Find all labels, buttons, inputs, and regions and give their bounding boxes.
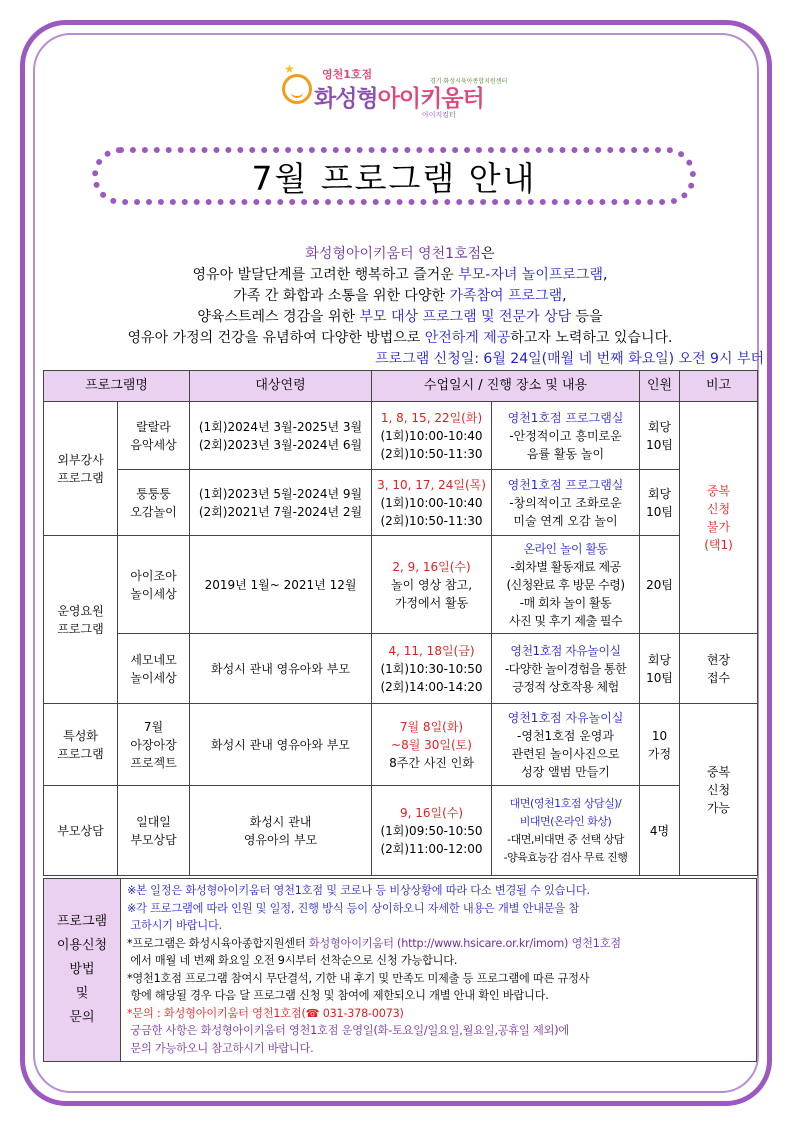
program-time: 3, 10, 17, 24일(목) (1회)10:00-10:40 (2회)10:50-11:30: [372, 470, 492, 536]
program-age: 화성시 관내 영유아의 부모: [190, 786, 372, 876]
logo-sub: 아이지킴터: [422, 111, 456, 119]
program-people: 10 가정: [640, 704, 680, 786]
program-content: 영천1호점 프로그램실 -창의적이고 조화로운 미술 연계 오감 놀이: [492, 470, 640, 536]
program-time: 2, 9, 16일(수) 놀이 영상 참고, 가정에서 활동: [372, 536, 492, 634]
logo-main: 화성형아이키움터: [314, 86, 484, 112]
smile-face-icon: [282, 74, 312, 104]
header-name: 프로그램명: [44, 371, 190, 402]
footer-notes: [121, 879, 756, 1061]
header-note: 비고: [680, 371, 758, 402]
note-onsite: 현장 접수: [680, 634, 758, 704]
program-time: 4, 11, 18일(금) (1회)10:30-10:50 (2회)14:00-14:20: [372, 634, 492, 704]
footer-note: *프로그램은 화성시육아종합지원센터 화성형아이키움터 (http://www.hsicare.or.kr/imom) 영천1호점 에서 매월 네 번째 화요일 오전 9시부터 선착순으로 신청 가능합니다.: [127, 936, 621, 967]
program-time: 9, 16일(수) (1회)09:50-10:50 (2회)11:00-12:00: [372, 786, 492, 876]
logo-branch: 영천1호점: [322, 68, 373, 81]
star-icon: ★: [284, 62, 295, 76]
program-name: 퉁퉁퉁 오감놀이: [118, 470, 190, 536]
program-content: 대면(영천1호점 상담실)/ 비대면(온라인 화상) -대면,비대면 중 선택 상담 -양육효능감 검사 무료 진행: [492, 786, 640, 876]
header-people: 인원: [640, 371, 680, 402]
category-operator: 운영요원 프로그램: [44, 536, 118, 704]
footer-box: [43, 878, 757, 1062]
logo-org: 경기 화성시육아종합지원센터: [430, 78, 508, 85]
program-age: 화성시 관내 영유아와 부모: [190, 634, 372, 704]
note-duplicate-not-allowed: 중복 신청 불가 (택1): [680, 402, 758, 634]
program-people: 회당 10팀: [640, 634, 680, 704]
logo: [282, 62, 512, 126]
footer-note: *영천1호점 프로그램 참여시 무단결석, 기한 내 후기 및 만족도 미제출 등 프로그램에 따른 규정사 항에 해당될 경우 다음 달 프로그램 신청 및 참여에 제한되오니 개별 안내 확인 바랍니다.: [127, 971, 590, 1002]
program-name: 세모네모 놀이세상: [118, 634, 190, 704]
program-people: 20팀: [640, 536, 680, 634]
category-counsel: 부모상담: [44, 786, 118, 876]
apply-date: 프로그램 신청일: 6월 24일(매월 네 번째 화요일) 오전 9시 부터: [375, 351, 764, 367]
program-name: 일대일 부모상담: [118, 786, 190, 876]
intro-text: 화성형아이키움터 영천1호점은 영유아 발달단계를 고려한 행복하고 즐거운 부모-자녀 놀이프로그램, 가족 간 화합과 소통을 위한 다양한 가족참여 프로그램, 양육스트레스 경감을 위한 부모 대상 프로그램 및 전문가 상담 등을 영유아 가정의 건강을 유념하여 다양한 방법으로 안전하게 제공하고자 노력하고 있습니다.: [127, 246, 673, 346]
program-people: 회당 10팀: [640, 402, 680, 470]
header-schedule: 수업일시 / 진행 장소 및 내용: [372, 371, 640, 402]
footer-note: ※본 일정은 화성형아이키움터 영천1호점 및 코로나 등 비상상황에 따라 다소 변경될 수 있습니다.: [127, 884, 590, 897]
program-people: 회당 10팀: [640, 470, 680, 536]
program-age: (1회)2024년 3월-2025년 3월 (2회)2023년 3월-2024년 6월: [190, 402, 372, 470]
program-time: 7월 8일(화) ~8월 30일(토) 8주간 사진 인화: [372, 704, 492, 786]
program-content: 영천1호점 자유놀이실 -다양한 놀이경험을 통한 긍정적 상호작용 체험: [492, 634, 640, 704]
category-special: 특성화 프로그램: [44, 704, 118, 786]
footer-note: 궁금한 사항은 화성형아이키움터 영천1호점 운영일(화-토요일/일요일,월요일,공휴일 제외)에 문의 가능하오니 참고하시기 바랍니다.: [130, 1024, 569, 1055]
title-box: [92, 147, 696, 205]
program-age: (1회)2023년 5월-2024년 9월 (2회)2021년 7월-2024년 2월: [190, 470, 372, 536]
program-name: 7월 아장아장 프로젝트: [118, 704, 190, 786]
footer-label: 프로그램 이용신청 방법 및 문의: [44, 879, 121, 1061]
program-name: 아이조아 놀이세상: [118, 536, 190, 634]
program-age: 2019년 1월~ 2021년 12월: [190, 536, 372, 634]
program-content: 온라인 놀이 활동 -회차별 활동재료 제공 (신청완료 후 방문 수령) -매 회차 놀이 활동 사진 및 후기 제출 필수: [492, 536, 640, 634]
program-people: 4명: [640, 786, 680, 876]
page-title: 7월 프로그램 안내: [251, 158, 537, 198]
program-content: 영천1호점 자유놀이실 -영천1호점 운영과 관련된 놀이사진으로 성장 앨범 만들기: [492, 704, 640, 786]
category-external: 외부강사 프로그램: [44, 402, 118, 536]
program-content: 영천1호점 프로그램실 -안정적이고 흥미로운 음률 활동 놀이: [492, 402, 640, 470]
program-time: 1, 8, 15, 22일(화) (1회)10:00-10:40 (2회)10:50-11:30: [372, 402, 492, 470]
footer-contact: *문의 : 화성형아이키움터 영천1호점(☎ 031-378-0073): [127, 1006, 404, 1020]
header-age: 대상연령: [190, 371, 372, 402]
program-table: [43, 370, 758, 876]
program-name: 랄랄라 음악세상: [118, 402, 190, 470]
note-duplicate-allowed: 중복 신청 가능: [680, 704, 758, 876]
program-age: 화성시 관내 영유아와 부모: [190, 704, 372, 786]
footer-note: ※각 프로그램에 따라 인원 및 일정, 진행 방식 등이 상이하오니 자세한 내용은 개별 안내문을 참 고하시기 바랍니다.: [127, 901, 579, 932]
